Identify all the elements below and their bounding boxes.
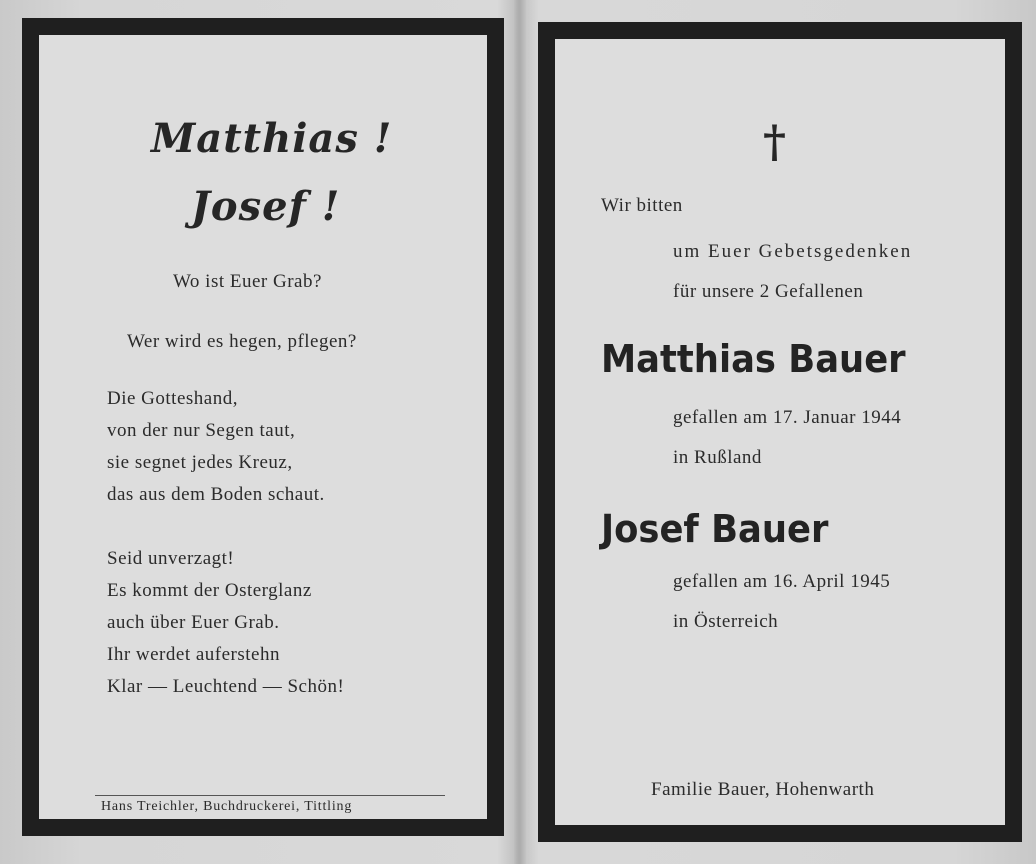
poem-line: Es kommt der Osterglanz bbox=[107, 580, 312, 601]
family-signature: Familie Bauer, Hohenwarth bbox=[651, 779, 875, 800]
name-josef-bauer: Josef Bauer bbox=[601, 507, 829, 551]
request-line-3: für unsere 2 Gefallenen bbox=[673, 281, 864, 302]
right-page-inner bbox=[555, 39, 1005, 825]
left-page-inner bbox=[39, 35, 487, 819]
poem-line: auch über Euer Grab. bbox=[107, 612, 280, 633]
left-page bbox=[22, 18, 504, 836]
poem-line: Ihr werdet auferstehn bbox=[107, 644, 280, 665]
poem-line: das aus dem Boden schaut. bbox=[107, 484, 325, 505]
question-grave: Wo ist Euer Grab? bbox=[173, 271, 322, 292]
poem-stanza-2 bbox=[107, 543, 344, 703]
printer-imprint: Hans Treichler, Buchdruckerei, Tittling bbox=[101, 799, 353, 814]
death-date-matthias: gefallen am 17. Januar 1944 bbox=[673, 407, 902, 428]
printer-rule bbox=[95, 795, 445, 796]
poem-line: Klar — Leuchtend — Schön! bbox=[107, 676, 345, 697]
poem-line: sie segnet jedes Kreuz, bbox=[107, 452, 293, 473]
cross-icon: † bbox=[763, 117, 787, 168]
death-place-josef: in Österreich bbox=[673, 611, 779, 632]
request-line-2: um Euer Gebetsgedenken bbox=[673, 241, 913, 262]
request-line-1: Wir bitten bbox=[601, 195, 683, 216]
poem-stanza-1 bbox=[107, 383, 325, 511]
card-fold bbox=[514, 0, 526, 864]
question-care: Wer wird es hegen, pflegen? bbox=[127, 331, 357, 352]
name-matthias-bauer: Matthias Bauer bbox=[601, 337, 906, 381]
right-page bbox=[538, 22, 1022, 842]
poem-line: Die Gotteshand, bbox=[107, 388, 238, 409]
death-date-josef: gefallen am 16. April 1945 bbox=[673, 571, 891, 592]
poem-line: Seid unverzagt! bbox=[107, 548, 235, 569]
death-place-matthias: in Rußland bbox=[673, 447, 762, 468]
title-josef: Josef ! bbox=[191, 183, 341, 230]
poem-line: von der nur Segen taut, bbox=[107, 420, 296, 441]
title-matthias: Matthias ! bbox=[151, 115, 393, 162]
